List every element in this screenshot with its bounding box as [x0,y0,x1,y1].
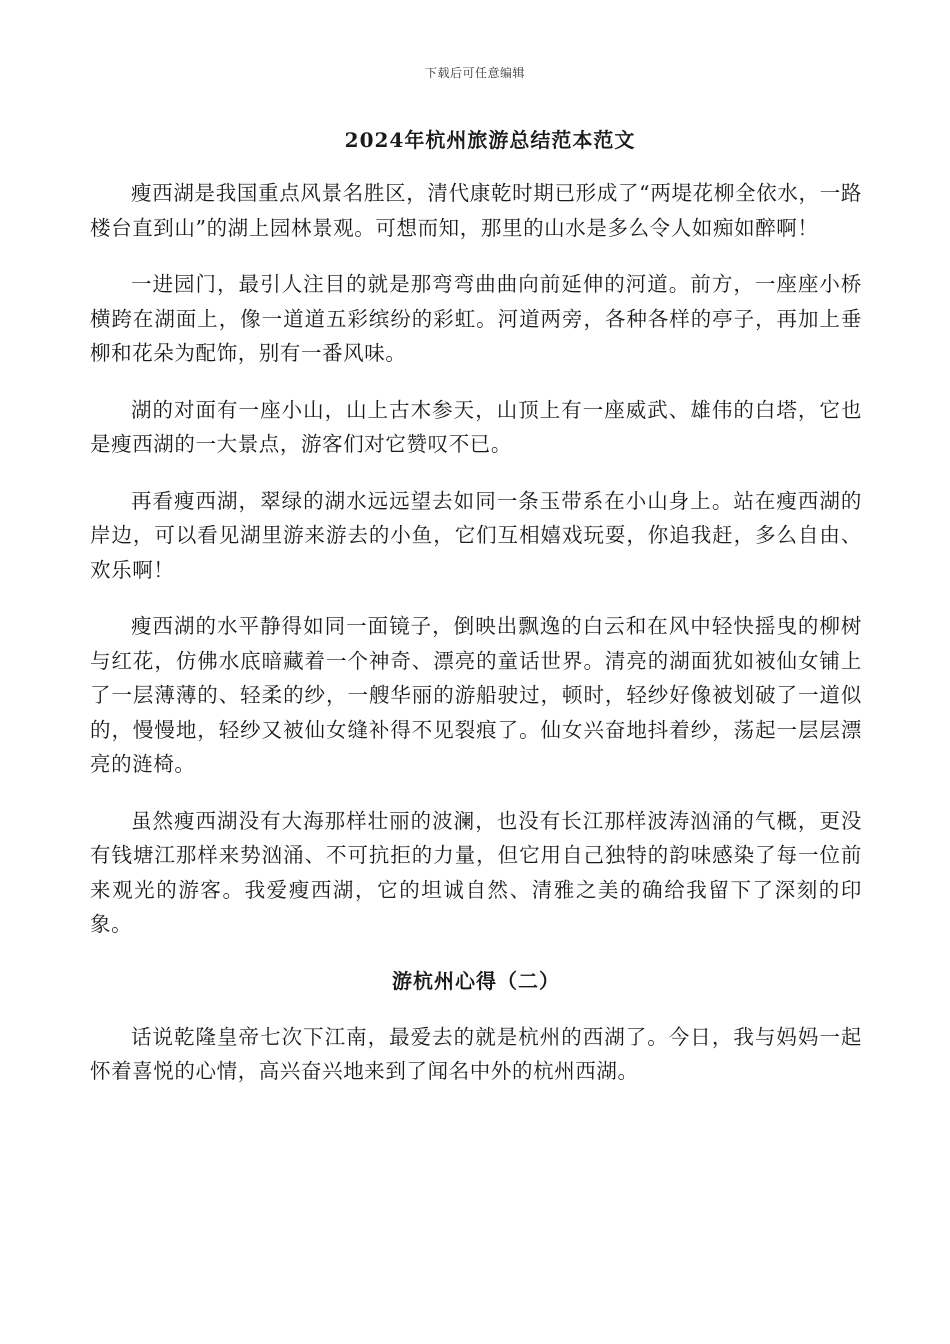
paragraph: 瘦西湖的水平静得如同一面镜子，倒映出飘逸的白云和在风中轻快摇曳的柳树与红花，仿佛水底暗藏着一个神奇、漂亮的童话世界。清亮的湖面犹如被仙女铺上了一层薄薄的、轻柔的纱，一艘华丽的游船驶过，顿时，轻纱好像被划破了一道似的，慢慢地，轻纱又被仙女缝补得不见裂痕了。仙女兴奋地抖着纱，荡起一层层漂亮的涟椅。 [90,614,862,776]
paragraph: 再看瘦西湖，翠绿的湖水远远望去如同一条玉带系在小山身上。站在瘦西湖的岸边，可以看见湖里游来游去的小鱼，它们互相嬉戏玩耍，你追我赶，多么自由、欢乐啊！ [90,488,862,582]
paragraph: 湖的对面有一座小山，山上古木参天，山顶上有一座威武、雄伟的白塔，它也是瘦西湖的一大景点，游客们对它赞叹不已。 [90,397,862,456]
document-body [90,176,862,1111]
section-title: 游杭州心得（二） [392,968,560,993]
paragraph: 话说乾隆皇帝七次下江南，最爱去的就是杭州的西湖了。今日，我与妈妈一起怀着喜悦的心情，高兴奋兴地来到了闻名中外的杭州西湖。 [90,1024,862,1083]
document-title: 2024年杭州旅游总结范本范文 [344,128,636,152]
paragraph: 一进园门，最引人注目的就是那弯弯曲曲向前延伸的河道。前方，一座座小桥横跨在湖面上，像一道道五彩缤纷的彩虹。河道两旁，各种各样的亭子，再加上垂柳和花朵为配饰，别有一番风味。 [90,272,862,365]
header-note: 下载后可任意编辑 [424,66,525,80]
paragraph: 虽然瘦西湖没有大海那样壮丽的波澜，也没有长江那样波涛汹涌的气概，更没有钱塘江那样来势汹涌、不可抗拒的力量，但它用自己独特的韵味感染了每一位前来观光的游客。我爱瘦西湖，它的坦诚自然、清雅之美的确给我留下了深刻的印象。 [90,808,862,936]
paragraph: 瘦西湖是我国重点风景名胜区，清代康乾时期已形成了“两堤花柳全依水，一路楼台直到山”的湖上园林景观。可想而知，那里的山水是多么令人如痴如醉啊！ [90,181,862,240]
